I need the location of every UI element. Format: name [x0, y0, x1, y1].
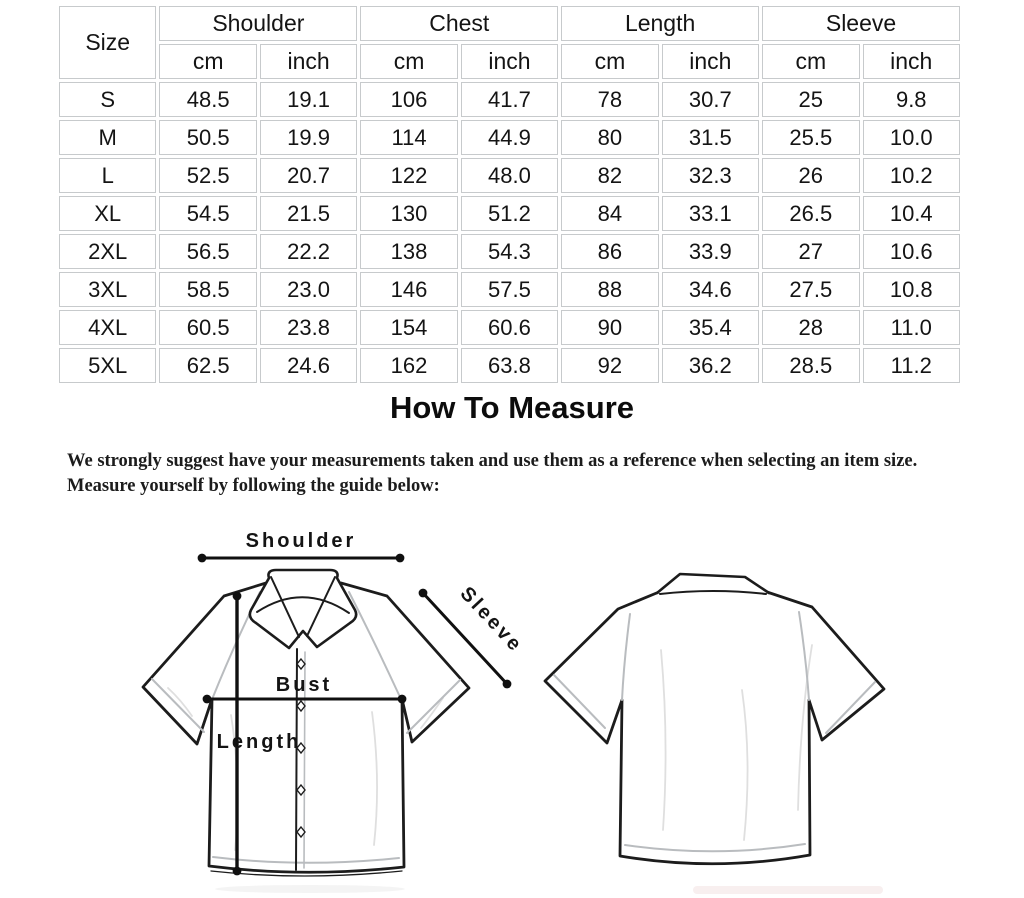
value-cell: 146: [360, 272, 457, 307]
value-cell: 11.0: [863, 310, 961, 345]
value-cell: 58.5: [159, 272, 256, 307]
value-cell: 56.5: [159, 234, 256, 269]
column-group-shoulder: Shoulder: [159, 6, 357, 41]
value-cell: 52.5: [159, 158, 256, 193]
value-cell: 84: [561, 196, 658, 231]
value-cell: 23.0: [260, 272, 357, 307]
measure-endpoint-dot: [396, 554, 405, 563]
sleeve-label: Sleeve: [455, 582, 528, 658]
size-chart-table: [56, 3, 963, 386]
size-cell: 5XL: [59, 348, 156, 383]
unit-header-row: [59, 44, 960, 79]
size-row-3xl: [59, 272, 960, 307]
measure-endpoint-dot: [419, 589, 428, 598]
value-cell: 10.4: [863, 196, 961, 231]
value-cell: 23.8: [260, 310, 357, 345]
length-label: Length: [216, 731, 302, 753]
value-cell: 51.2: [461, 196, 558, 231]
intro-line-2: Measure yourself by following the guide below:: [67, 476, 440, 496]
value-cell: 10.6: [863, 234, 961, 269]
value-cell: 33.9: [662, 234, 759, 269]
column-group-length: Length: [561, 6, 759, 41]
value-cell: 28.5: [762, 348, 859, 383]
value-cell: 26.5: [762, 196, 859, 231]
size-cell: M: [59, 120, 156, 155]
back-shirt-shadow: [693, 886, 883, 894]
value-cell: 11.2: [863, 348, 961, 383]
value-cell: 50.5: [159, 120, 256, 155]
value-cell: 62.5: [159, 348, 256, 383]
value-cell: 10.0: [863, 120, 961, 155]
measure-endpoint-dot: [233, 867, 242, 876]
value-cell: 33.1: [662, 196, 759, 231]
value-cell: 162: [360, 348, 457, 383]
value-cell: 48.0: [461, 158, 558, 193]
value-cell: 19.1: [260, 82, 357, 117]
value-cell: 54.3: [461, 234, 558, 269]
measure-endpoint-dot: [398, 695, 407, 704]
value-cell: 25.5: [762, 120, 859, 155]
size-row-4xl: [59, 310, 960, 345]
bust-label: Bust: [275, 674, 333, 696]
value-cell: 60.5: [159, 310, 256, 345]
value-cell: 106: [360, 82, 457, 117]
group-header-row: [59, 6, 960, 41]
value-cell: 9.8: [863, 82, 961, 117]
value-cell: 26: [762, 158, 859, 193]
shoulder-label: Shoulder: [245, 530, 357, 552]
intro-line-1: We strongly suggest have your measurements taken and use them as a reference when selecting an item size.: [67, 451, 918, 471]
value-cell: 25: [762, 82, 859, 117]
size-row-5xl: [59, 348, 960, 383]
size-row-xl: [59, 196, 960, 231]
value-cell: 35.4: [662, 310, 759, 345]
value-cell: 31.5: [662, 120, 759, 155]
value-cell: 28: [762, 310, 859, 345]
measurement-diagram: [0, 513, 1024, 898]
value-cell: 21.5: [260, 196, 357, 231]
value-cell: 86: [561, 234, 658, 269]
measure-endpoint-dot: [503, 680, 512, 689]
size-row-2xl: [59, 234, 960, 269]
unit-header: cm: [762, 44, 859, 79]
front-shirt-shadow: [215, 885, 405, 893]
value-cell: 44.9: [461, 120, 558, 155]
value-cell: 34.6: [662, 272, 759, 307]
value-cell: 41.7: [461, 82, 558, 117]
value-cell: 60.6: [461, 310, 558, 345]
measure-intro-paragraph: [67, 449, 917, 499]
column-group-chest: Chest: [360, 6, 558, 41]
size-column-header: Size: [59, 6, 156, 79]
value-cell: 30.7: [662, 82, 759, 117]
value-cell: 48.5: [159, 82, 256, 117]
unit-header: inch: [662, 44, 759, 79]
value-cell: 24.6: [260, 348, 357, 383]
value-cell: 54.5: [159, 196, 256, 231]
unit-header: inch: [260, 44, 357, 79]
size-cell: XL: [59, 196, 156, 231]
value-cell: 92: [561, 348, 658, 383]
unit-header: inch: [461, 44, 558, 79]
value-cell: 22.2: [260, 234, 357, 269]
unit-header: cm: [159, 44, 256, 79]
value-cell: 122: [360, 158, 457, 193]
value-cell: 27: [762, 234, 859, 269]
size-row-s: [59, 82, 960, 117]
value-cell: 130: [360, 196, 457, 231]
value-cell: 138: [360, 234, 457, 269]
measure-endpoint-dot: [203, 695, 212, 704]
size-cell: 2XL: [59, 234, 156, 269]
unit-header: cm: [561, 44, 658, 79]
value-cell: 32.3: [662, 158, 759, 193]
size-cell: 3XL: [59, 272, 156, 307]
back-shirt-illustration: [545, 574, 884, 864]
value-cell: 78: [561, 82, 658, 117]
value-cell: 10.2: [863, 158, 961, 193]
value-cell: 114: [360, 120, 457, 155]
value-cell: 90: [561, 310, 658, 345]
value-cell: 27.5: [762, 272, 859, 307]
value-cell: 63.8: [461, 348, 558, 383]
value-cell: 10.8: [863, 272, 961, 307]
value-cell: 88: [561, 272, 658, 307]
value-cell: 20.7: [260, 158, 357, 193]
value-cell: 19.9: [260, 120, 357, 155]
size-row-l: [59, 158, 960, 193]
unit-header: inch: [863, 44, 961, 79]
measure-endpoint-dot: [198, 554, 207, 563]
size-cell: S: [59, 82, 156, 117]
how-to-measure-title: How To Measure: [389, 390, 635, 425]
measure-endpoint-dot: [233, 592, 242, 601]
value-cell: 82: [561, 158, 658, 193]
unit-header: cm: [360, 44, 457, 79]
size-cell: 4XL: [59, 310, 156, 345]
value-cell: 36.2: [662, 348, 759, 383]
back-shirt-body: [545, 592, 884, 864]
size-row-m: [59, 120, 960, 155]
column-group-sleeve: Sleeve: [762, 6, 960, 41]
value-cell: 154: [360, 310, 457, 345]
front-shirt-illustration: [143, 570, 469, 876]
value-cell: 57.5: [461, 272, 558, 307]
value-cell: 80: [561, 120, 658, 155]
size-cell: L: [59, 158, 156, 193]
